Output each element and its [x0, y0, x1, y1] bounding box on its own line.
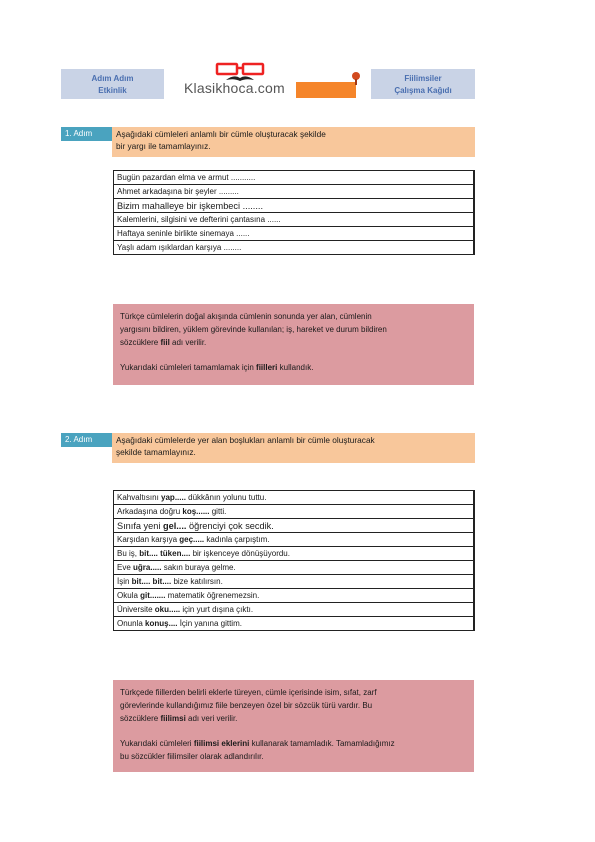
info1-line4-pre: Yukarıdaki cümleleri tamamlamak için — [120, 363, 257, 372]
step2-row-pre: Kahvaltısını — [117, 493, 162, 502]
info1-gap — [120, 349, 468, 361]
info2-line4-bold: fiilimsi eklerini — [193, 739, 250, 748]
header-right-line1: Fiilimsiler — [404, 74, 442, 83]
step2-row — [114, 547, 473, 561]
info2-line4-pre: Yukarıdaki cümleleri — [120, 739, 194, 748]
header-right-box — [371, 69, 475, 99]
info2-line4 — [120, 737, 468, 750]
info-box-fiilimsi — [113, 680, 474, 772]
info2-line5: bu sözcükler fiilimsiler olarak adlandırılır. — [120, 752, 264, 761]
logo-text: Klasikhoca.com — [184, 80, 285, 96]
info2-line4-post: kullanarak tamamladık. Tamamladığımız — [249, 739, 395, 748]
header-right-line2: Çalışma Kağıdı — [394, 86, 452, 95]
step2-row-pre: Karşıdan karşıya — [117, 535, 180, 544]
header-left-line1: Adım Adım — [91, 74, 134, 83]
step2-row — [114, 519, 473, 533]
step2-row-pre: Sınıfa yeni — [117, 521, 163, 531]
step2-row-pre: Eve — [117, 563, 134, 572]
step2-instruction — [112, 433, 475, 463]
info1-line3 — [120, 336, 468, 349]
step1-row: Ahmet arkadaşına bir şeyler ......... — [114, 185, 473, 199]
step2-row-pre: İşin — [117, 577, 132, 586]
step2-row-verb: gel.... — [162, 521, 187, 531]
info2-line3-pre: sözcüklere — [120, 714, 161, 723]
step2-row-post: bir işkenceye dönüşüyordu. — [190, 549, 290, 558]
step2-row-pre: Arkadaşına doğru — [117, 507, 183, 516]
header-left-line2: Etkinlik — [98, 86, 127, 95]
step2-row-pre: Okula — [117, 591, 141, 600]
step1-label: 1. Adım — [61, 127, 113, 141]
step2-row — [114, 603, 473, 617]
info2-line3-bold: fiilimsi — [160, 714, 186, 723]
step2-instruction-line1: Aşağıdaki cümlelerde yer alan boşlukları anlamlı bir cümle oluşturacak — [116, 435, 375, 445]
step2-row-post: kadınla çarpıştım. — [204, 535, 270, 544]
step1-instruction — [112, 127, 475, 157]
step2-row-pre: Onunla — [117, 619, 146, 628]
step2-instruction-line2: şekilde tamamlayınız. — [116, 447, 196, 457]
step2-row-verb: konuş.... — [145, 619, 178, 628]
info2-gap — [120, 725, 468, 737]
step1-instruction-line2: bir yargı ile tamamlayınız. — [116, 141, 211, 151]
info1-line2: yargısını bildiren, yüklem görevinde kullanılan; iş, hareket ve durum bildiren — [120, 325, 387, 334]
step1-row: Bizim mahalleye bir işkembeci ........ — [114, 199, 473, 213]
orange-bar-decoration — [296, 82, 356, 98]
step2-row-verb: git....... — [140, 591, 166, 600]
header-left-box — [61, 69, 164, 99]
step2-row-pre: Bu iş, — [117, 549, 140, 558]
step2-row-verb: oku..... — [154, 605, 181, 614]
step2-row-post: matematik öğrenemezsin. — [165, 591, 260, 600]
step2-row-verb: bit.... tüken.... — [139, 549, 191, 558]
step1-row: Haftaya seninle birlikte sinemaya ...... — [114, 227, 473, 241]
step2-row-verb: koş...... — [182, 507, 210, 516]
step2-row-verb: yap..... — [161, 493, 186, 502]
step2-row — [114, 589, 473, 603]
info2-line2: görevlerinde kullandığımız fiile benzeyen özel bir sözcük türü vardır. Bu — [120, 701, 373, 710]
step2-row — [114, 575, 473, 589]
step2-row — [114, 561, 473, 575]
step2-row-post: dükkânın yolunu tuttu. — [185, 493, 267, 502]
info1-line4-post: kullandık. — [277, 363, 314, 372]
info2-line3-post: adı veri verilir. — [185, 714, 238, 723]
info2-line1: Türkçede fiillerden belirli eklerle türeyen, cümle içerisinde isim, sıfat, zarf — [120, 688, 377, 697]
step2-row — [114, 505, 473, 519]
step2-row-verb: uğra..... — [133, 563, 162, 572]
step1-row: Yaşlı adam ışıklardan karşıya ........ — [114, 241, 473, 255]
info1-line4-bold: fiilleri — [256, 363, 278, 372]
step1-sentence-list — [113, 170, 475, 255]
step1-row: Bugün pazardan elma ve armut ........... — [114, 171, 473, 185]
info1-line3-post: adı verilir. — [169, 338, 207, 347]
step2-row-verb: geç..... — [179, 535, 205, 544]
site-logo — [180, 62, 360, 102]
info1-line4 — [120, 361, 468, 374]
step2-row-post: sakın buraya gelme. — [161, 563, 236, 572]
step1-row: Kalemlerini, silgisini ve defterini çantasına ...... — [114, 213, 473, 227]
step2-row-post: İçin yanına gittim. — [177, 619, 242, 628]
pin-stem — [355, 79, 357, 85]
info2-line3 — [120, 712, 468, 725]
info1-line3-bold: fiil — [160, 338, 170, 347]
step1-instruction-line1: Aşağıdaki cümleleri anlamlı bir cümle oluşturacak şekilde — [116, 129, 326, 139]
step2-row-post: öğrenciyi çok secdik. — [186, 521, 274, 531]
step2-row — [114, 533, 473, 547]
step2-row-post: için yurt dışına çıktı. — [180, 605, 254, 614]
step2-row-verb: bit.... bit.... — [131, 577, 172, 586]
step2-row-post: bize katılırsın. — [171, 577, 223, 586]
step2-row-pre: Üniversite — [117, 605, 155, 614]
step2-sentence-list — [113, 490, 475, 631]
info1-line3-pre: sözcüklere — [120, 338, 161, 347]
info-box-fiil — [113, 304, 474, 385]
step2-row-post: gitti. — [209, 507, 227, 516]
step2-label: 2. Adım — [61, 433, 113, 447]
info1-line1: Türkçe cümlelerin doğal akışında cümlenin sonunda yer alan, cümlenin — [120, 312, 372, 321]
step2-row — [114, 617, 473, 631]
step2-row — [114, 491, 473, 505]
